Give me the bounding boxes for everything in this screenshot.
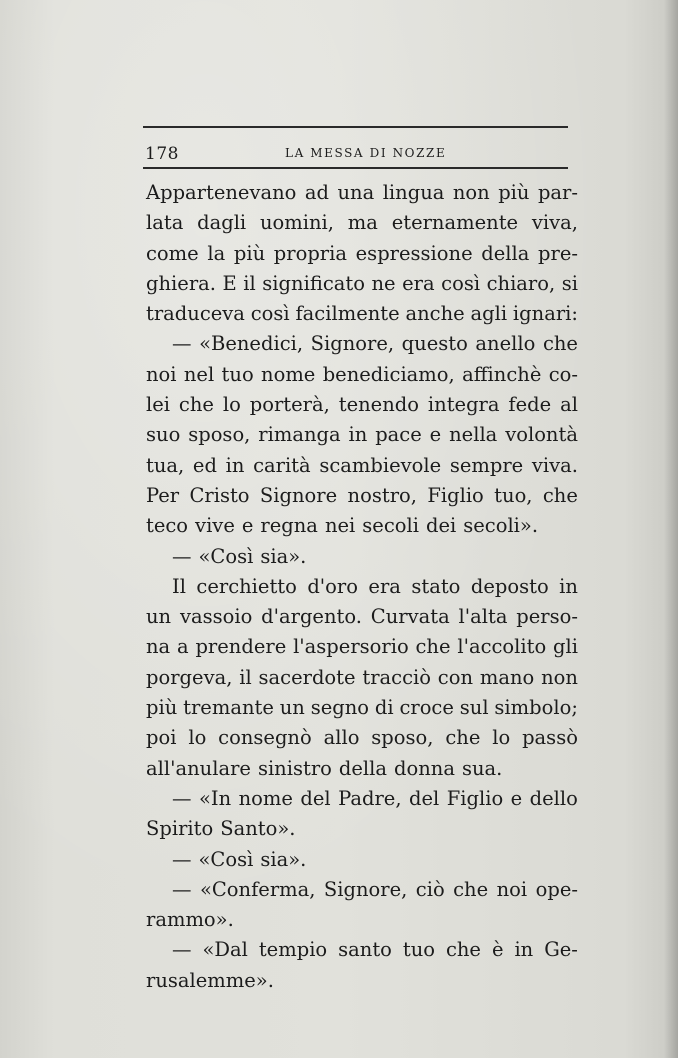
header-rule-bottom bbox=[143, 167, 568, 169]
text-line: teco vive e regna nei secoli dei secoli». bbox=[146, 514, 539, 538]
text-line: rammo». bbox=[146, 908, 234, 932]
page-header bbox=[143, 138, 568, 166]
running-title: LA MESSA DI NOZZE bbox=[285, 146, 447, 160]
text-line: — «Dal tempio santo tuo che è in Ge- bbox=[172, 938, 578, 962]
body-text bbox=[146, 178, 578, 996]
text-line: — «Così sia». bbox=[172, 544, 307, 568]
text-line: lata dagli uomini, ma eternamente viva, bbox=[146, 211, 578, 235]
text-line: — «Così sia». bbox=[172, 847, 307, 871]
text-line: porgeva, il sacerdote tracciò con mano non bbox=[146, 665, 578, 689]
header-rule-top bbox=[143, 126, 568, 128]
text-line: tua, ed in carità scambievole sempre viva. bbox=[146, 453, 578, 477]
text-line: Il cerchietto d'oro era stato deposto in bbox=[172, 574, 578, 598]
text-line: un vassoio d'argento. Curvata l'alta perso- bbox=[146, 605, 578, 629]
text-line: — «In nome del Padre, del Figlio e dello bbox=[172, 786, 578, 810]
text-line: lei che lo porterà, tenendo integra fede al bbox=[146, 393, 578, 417]
page-spine-shadow bbox=[664, 0, 678, 1058]
text-line: traduceva così facilmente anche agli ignari: bbox=[146, 302, 578, 326]
text-line: Per Cristo Signore nostro, Figlio tuo, che bbox=[146, 483, 578, 507]
text-line: più tremante un segno di croce sul simbolo; bbox=[146, 696, 578, 720]
text-line: — «Benedici, Signore, questo anello che bbox=[172, 332, 578, 356]
text-line: suo sposo, rimanga in pace e nella volontà bbox=[146, 423, 578, 447]
text-line: all'anulare sinistro della donna sua. bbox=[146, 756, 503, 780]
text-line: poi lo consegnò allo sposo, che lo passò bbox=[146, 726, 578, 750]
text-line: — «Conferma, Signore, ciò che noi ope- bbox=[172, 877, 578, 901]
text-line: Spirito Santo». bbox=[146, 817, 296, 841]
text-line: na a prendere l'aspersorio che l'accolito gli bbox=[146, 635, 578, 659]
text-line: rusalemme». bbox=[146, 968, 274, 992]
text-line: ghiera. E il significato ne era così chiaro, si bbox=[146, 271, 578, 295]
text-line: come la più propria espressione della pre- bbox=[146, 241, 578, 265]
text-line: Appartenevano ad una lingua non più par- bbox=[146, 181, 578, 204]
page-number: 178 bbox=[145, 144, 179, 164]
text-line: noi nel tuo nome benediciamo, affinchè co- bbox=[146, 362, 578, 386]
